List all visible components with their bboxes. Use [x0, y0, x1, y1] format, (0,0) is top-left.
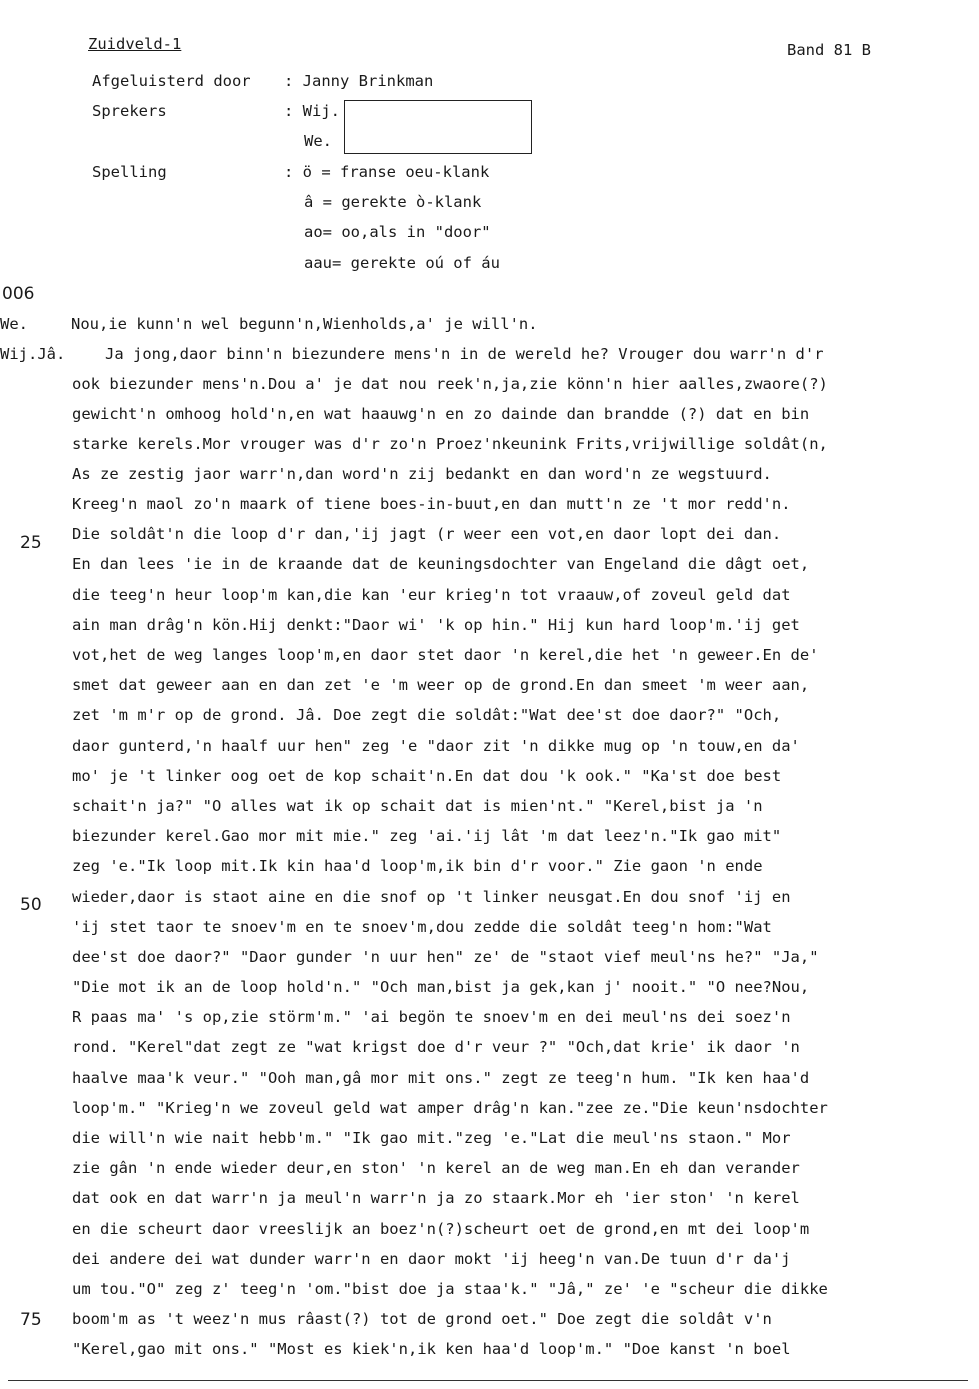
- document-title: Zuidveld-1: [88, 35, 182, 53]
- margin-counter-25: 25: [20, 533, 42, 553]
- transcript-line: ook biezunder mens'n.Dou a' je dat nou reek'n,ja,zie könn'n hier aalles,zwaore(?): [72, 375, 828, 393]
- meta-label-spelling: Spelling: [92, 163, 167, 181]
- transcript-line: Kreeg'n maol zo'n maark of tiene boes-in-buut,en dan mutt'n ze 't mor redd'n.: [72, 495, 791, 513]
- transcript-line: Nou,ie kunn'n wel begunn'n,Wienholds,a' je will'n.: [71, 315, 538, 333]
- meta-value-spelling-2: â = gerekte ò-klank: [304, 193, 482, 211]
- meta-value-spelling-4: aau= gerekte oú of áu: [304, 254, 500, 272]
- transcript-line: mo' je 't linker oog oet de kop schait'n.En dat dou 'k ook." "Ka'st doe best: [72, 767, 782, 785]
- transcript-line: R paas ma' 's op,zie störm'm." 'ai begön te snoev'm en dei meul'ns dei soez'n: [72, 1008, 791, 1026]
- transcript-line: wieder,daor is staot aine en die snof op 't linker neusgat.En dou snof 'ij en: [72, 888, 791, 906]
- transcript-line: dat ook en dat warr'n ja meul'n warr'n ja zo staark.Mor eh 'ier ston' 'n kerel: [72, 1189, 800, 1207]
- transcript-line: Die soldât'n die loop d'r dan,'ij jagt (r weer een vot,en daor lopt dei dan.: [72, 525, 782, 543]
- transcript-line: zie gân 'n ende wieder deur,en ston' 'n kerel an de weg man.En eh dan verander: [72, 1159, 800, 1177]
- transcript-line: boom'm as 't weez'n mus râast(?) tot de grond oet." Doe zegt die soldât v'n: [72, 1310, 772, 1328]
- transcript-line: "Kerel,gao mit ons." "Most es kiek'n,ik ken haa'd loop'm." "Doe kanst 'n boel: [72, 1340, 791, 1358]
- meta-value-spelling-1: : ö = franse oeu-klank: [284, 163, 490, 181]
- margin-counter-75: 75: [20, 1310, 42, 1330]
- transcript-line: dee'st doe daor?" "Daor gunder 'n uur hen" ze' de "staot vief meul'ns he?" "Ja,": [72, 948, 819, 966]
- transcript-line: "Die mot ik an de loop hold'n." "Och man,bist ja gek,kan j' nooit." "O nee?Nou,: [72, 978, 810, 996]
- meta-value-transcriber: : Janny Brinkman: [284, 72, 434, 90]
- transcript-line: rond. "Kerel"dat zegt ze "wat krigst doe d'r veur ?" "Och,dat krie' ik daor 'n: [72, 1038, 800, 1056]
- margin-counter-006: 006: [2, 284, 35, 304]
- meta-label-transcriber: Afgeluisterd door: [92, 72, 251, 90]
- transcript-line: die will'n wie nait hebb'm." "Ik gao mit."zeg 'e."Lat die meul'ns staon." Mor: [72, 1129, 791, 1147]
- speaker-label-we: We.: [0, 315, 28, 333]
- transcript-line: um tou."O" zeg z' teeg'n 'om."bist doe ja staa'k." "Jâ," ze' 'e "scheur die dikke: [72, 1280, 828, 1298]
- transcript-line: As ze zestig jaor warr'n,dan word'n zij bedankt en dan word'n ze wegstuurd.: [72, 465, 772, 483]
- transcript-line: zet 'm m'r op de grond. Jâ. Doe zegt die soldât:"Wat dee'st doe daor?" "Och,: [72, 706, 782, 724]
- transcript-line: schait'n ja?" "O alles wat ik op schait dat is mien'nt." "Kerel,bist ja 'n: [72, 797, 763, 815]
- transcript-line: loop'm." "Krieg'n we zoveul geld wat amper drâg'n kan."zee ze."Die keun'nsdochter: [72, 1099, 828, 1117]
- transcript-line: starke kerels.Mor vrouger was d'r zo'n Proez'nkeunink Frits,vrijwillige soldât(n,: [72, 435, 828, 453]
- transcript-line: Ja jong,daor binn'n biezundere mens'n in de wereld he? Vrouger dou warr'n d'r: [105, 345, 824, 363]
- transcript-line: gewicht'n omhoog hold'n,en wat haauwg'n en zo dainde dan brandde (?) dat en bin: [72, 405, 810, 423]
- transcript-line: vot,het de weg langes loop'm,en daor stet daor 'n kerel,die het 'n geweer.En de': [72, 646, 819, 664]
- transcript-line: En dan lees 'ie in de kraande dat de keuningsdochter van Engeland die dâgt oet,: [72, 555, 810, 573]
- transcript-line: 'ij stet taor te snoev'm en te snoev'm,dou zedde die soldât teeg'n hom:"Wat: [72, 918, 772, 936]
- meta-value-speaker-1: : Wij.: [284, 102, 340, 120]
- meta-value-speaker-2: We.: [304, 132, 332, 150]
- margin-counter-50: 50: [20, 895, 42, 915]
- redaction-box: [344, 100, 532, 154]
- transcript-line: daor gunterd,'n haalf uur hen" zeg 'e "daor zit 'n dikke mug op 'n touw,en da': [72, 737, 800, 755]
- page-bottom-rule: [8, 1380, 968, 1381]
- transcript-line: haalve maa'k veur." "Ooh man,gâ mor mit ons." zegt ze teeg'n hum. "Ik ken haa'd: [72, 1069, 810, 1087]
- transcript-line: dei andere dei wat dunder warr'n en daor mokt 'ij heeg'n van.De tuun d'r da'j: [72, 1250, 791, 1268]
- speaker-label-wij: Wij.Jâ.: [0, 345, 66, 363]
- tape-band-label: Band 81 B: [787, 41, 871, 59]
- meta-value-spelling-3: ao= oo,als in "door": [304, 223, 491, 241]
- transcript-line: biezunder kerel.Gao mor mit mie." zeg 'ai.'ij lât 'm dat leez'n."Ik gao mit": [72, 827, 782, 845]
- transcript-line: zeg 'e."Ik loop mit.Ik kin haa'd loop'm,ik bin d'r voor." Zie gaon 'n ende: [72, 857, 763, 875]
- transcript-line: en die scheurt daor vreeslijk an boez'n(?)scheurt oet de grond,en mt dei loop'm: [72, 1220, 810, 1238]
- transcript-line: ain man drâg'n kön.Hij denkt:"Daor wi' 'k op hin." Hij kun hard loop'm.'ij get: [72, 616, 800, 634]
- meta-label-speakers: Sprekers: [92, 102, 167, 120]
- transcript-line: die teeg'n heur loop'm kan,die kan 'eur krieg'n tot vraauw,of zoveul geld dat: [72, 586, 791, 604]
- transcript-line: smet dat geweer aan en dan zet 'e 'm weer op de grond.En dan smeet 'm weer aan,: [72, 676, 810, 694]
